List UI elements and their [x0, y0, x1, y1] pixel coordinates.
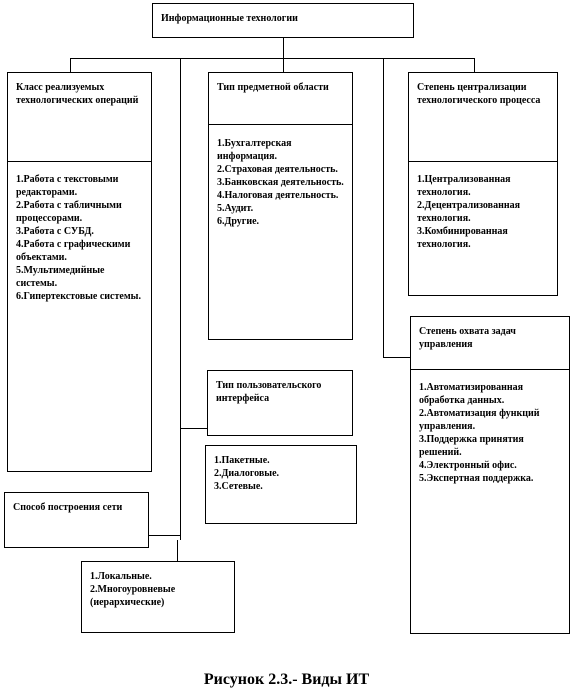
list-item: 3.Сетевые.	[214, 481, 263, 492]
connector-to-domain	[283, 58, 284, 72]
list-item: 2.Многоуровневые (иерархические)	[90, 584, 176, 608]
connector-to-interface	[180, 428, 207, 429]
connector-to-centralization	[474, 58, 475, 72]
node-tech-operations	[7, 72, 152, 472]
list-item: 1.Автоматизированная обработка данных.	[419, 382, 524, 406]
connector-to-coverage	[383, 357, 410, 358]
node-title: Тип пользовательского интерфейса	[216, 380, 322, 404]
list-item: 3.Банковская деятельность.	[217, 177, 344, 188]
node-centralization	[408, 72, 558, 296]
list-item: 4.Налоговая деятельность.	[217, 190, 339, 201]
list-item: 5.Аудит.	[217, 203, 254, 214]
list-item: 1.Бухгалтерская информация.	[217, 138, 292, 162]
node-title: Степень централизации технологического процесса	[417, 82, 541, 106]
node-interface-type	[207, 370, 353, 436]
list-item: 6.Другие.	[217, 216, 260, 227]
connector-to-network-title	[149, 535, 180, 536]
list-item: 1.Локальные.	[90, 571, 152, 582]
figure-caption: Рисунок 2.3.- Виды ИТ	[203, 671, 370, 688]
list-item: 3.Поддержка принятия решений.	[419, 434, 524, 458]
list-item: 4.Электронный офис.	[419, 460, 517, 471]
list-item: 5.Мультимедийные системы.	[16, 265, 105, 289]
connector-top-bus	[70, 58, 474, 59]
list-item: 3.Работа с СУБД.	[16, 226, 94, 237]
connector-to-network-types	[177, 540, 178, 562]
list-item: 2.Работа с табличными процессорами.	[16, 200, 122, 224]
list-item: 2.Децентрализованная технология.	[417, 200, 521, 224]
connector-right-spine	[383, 58, 384, 358]
list-item: 2.Автоматизация функций управления.	[419, 408, 540, 432]
node-network-types-list	[81, 561, 235, 633]
node-title: Тип предметной области	[217, 82, 329, 93]
connector-to-tech-operations	[70, 58, 71, 72]
list-item: 6.Гипертекстовые системы.	[16, 291, 141, 302]
list-item: 1.Централизованная технология.	[417, 174, 511, 198]
node-interface-types-list	[205, 445, 357, 524]
node-management-coverage	[410, 316, 570, 634]
list-item: 1.Пакетные.	[214, 455, 270, 466]
list-item: 2.Страховая деятельность.	[217, 164, 338, 175]
list-item: 4.Работа с графическими объектами.	[16, 239, 131, 263]
list-item: 1.Работа с текстовыми редакторами.	[16, 174, 119, 198]
root-node	[152, 3, 414, 38]
list-item: 3.Комбинированная технология.	[417, 226, 508, 250]
node-title: Способ построения сети	[13, 502, 123, 513]
list-item: 5.Экспертная поддержка.	[419, 473, 534, 484]
node-domain-type	[208, 72, 353, 340]
node-network-method	[4, 492, 149, 548]
list-item: 2.Диалоговые.	[214, 468, 280, 479]
root-label: Информационные технологии	[161, 13, 298, 24]
connector-root-down	[283, 37, 284, 58]
connector-left-spine	[180, 58, 181, 540]
node-title: Класс реализуемых технологических операций	[16, 82, 139, 106]
node-title: Степень охвата задач управления	[419, 326, 516, 350]
